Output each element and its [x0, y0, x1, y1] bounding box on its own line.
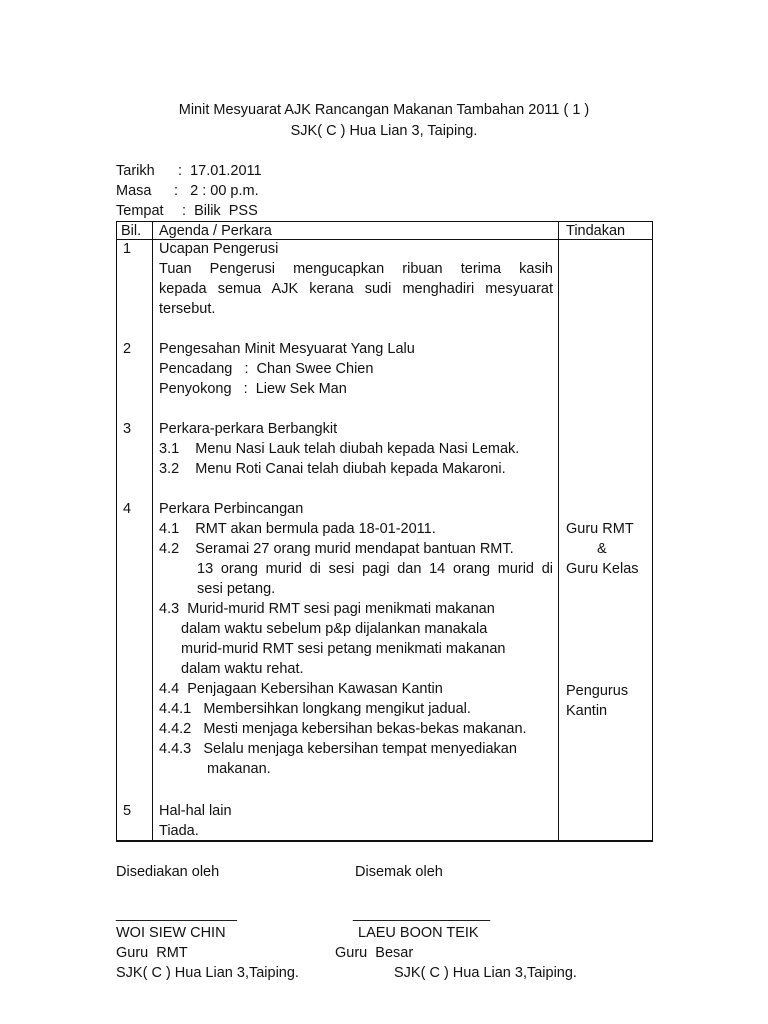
item-title: Perkara Perbincangan: [159, 501, 304, 517]
item-title: Hal-hal lain: [159, 803, 232, 819]
tempat-value: : Bilik PSS: [182, 203, 258, 219]
item-line: 4.4.3 Selalu menjaga kebersihan tempat menyediakan: [159, 741, 517, 757]
signature-line: _________________: [353, 906, 491, 922]
prepared-by-label: Disediakan oleh: [116, 864, 220, 880]
tindakan-text: Guru Kelas: [566, 561, 639, 577]
document-title: Minit Mesyuarat AJK Rancangan Makanan Tambahan 2011 ( 1 ): [178, 102, 590, 118]
tindakan-text: Guru RMT: [566, 521, 634, 537]
item-number: 3: [123, 421, 132, 437]
item-number: 5: [123, 803, 132, 819]
item-line: murid-murid RMT sesi petang menikmati makanan: [181, 641, 506, 657]
signature-line: _______________: [116, 906, 237, 922]
document-subtitle: SJK( C ) Hua Lian 3, Taiping.: [290, 123, 478, 139]
item-title: Perkara-perkara Berbangkit: [159, 421, 338, 437]
item-title: Pengesahan Minit Mesyuarat Yang Lalu: [159, 341, 415, 357]
item-line: Tuan Pengerusi mengucapkan ribuan terima kasih: [159, 261, 553, 277]
checked-by-label: Disemak oleh: [355, 864, 443, 880]
checked-by-school: SJK( C ) Hua Lian 3,Taiping.: [394, 965, 577, 981]
minutes-table: [116, 221, 653, 842]
item-line: 3.2 Menu Roti Canai telah diubah kepada Makaroni.: [159, 461, 506, 477]
masa-label: Masa: [116, 183, 152, 199]
item-line: 4.1 RMT akan bermula pada 18-01-2011.: [159, 521, 436, 537]
item-body: [197, 559, 553, 579]
item-line: 4.3 Murid-murid RMT sesi pagi menikmati makanan: [159, 601, 495, 617]
header-bil: Bil.: [121, 223, 142, 239]
tarikh-label: Tarikh: [116, 163, 155, 179]
item-line: dalam waktu sebelum p&p dijalankan manakala: [181, 621, 488, 637]
header-tindakan: Tindakan: [566, 223, 626, 239]
column-divider: [152, 222, 153, 840]
item-number: 2: [123, 341, 132, 357]
tindakan-text: Pengurus: [566, 683, 629, 699]
column-divider: [558, 222, 559, 840]
tempat-label: Tempat: [116, 203, 164, 219]
masa-value: : 2 : 00 p.m.: [174, 183, 259, 199]
item-line: sesi petang.: [197, 581, 276, 597]
tarikh-value: : 17.01.2011: [178, 163, 262, 179]
item-line: 3.1 Menu Nasi Lauk telah diubah kepada Nasi Lemak.: [159, 441, 520, 457]
tindakan-text: &: [597, 541, 607, 557]
item-line: tersebut.: [159, 301, 216, 317]
item-line: Pencadang : Chan Swee Chien: [159, 361, 374, 377]
item-title: Ucapan Pengerusi: [159, 241, 279, 257]
item-line: 4.2 Seramai 27 orang murid mendapat bantuan RMT.: [159, 541, 514, 557]
item-line: Tiada.: [159, 823, 199, 839]
item-line: kepada semua AJK kerana sudi menghadiri mesyuarat: [159, 281, 553, 297]
checked-by-name: LAEU BOON TEIK: [358, 925, 479, 941]
checked-by-role: Guru Besar: [335, 945, 414, 961]
item-number: 4: [123, 501, 132, 517]
item-line: Penyokong : Liew Sek Man: [159, 381, 347, 397]
item-line: 4.4 Penjagaan Kebersihan Kawasan Kantin: [159, 681, 443, 697]
item-line: 4.4.2 Mesti menjaga kebersihan bekas-bekas makanan.: [159, 721, 527, 737]
prepared-by-name: WOI SIEW CHIN: [116, 925, 226, 941]
item-line: dalam waktu rehat.: [181, 661, 304, 677]
prepared-by-school: SJK( C ) Hua Lian 3,Taiping.: [116, 965, 299, 981]
header-agenda: Agenda / Perkara: [159, 223, 272, 239]
tindakan-text: Kantin: [566, 703, 608, 719]
item-number: 1: [123, 241, 132, 257]
item-line: 13 orang murid di sesi pagi dan 14 orang murid di: [197, 561, 553, 577]
item-line: 4.4.1 Membersihkan longkang mengikut jadual.: [159, 701, 471, 717]
item-line: makanan.: [207, 761, 271, 777]
prepared-by-role: Guru RMT: [116, 945, 188, 961]
item-body: [159, 259, 553, 319]
